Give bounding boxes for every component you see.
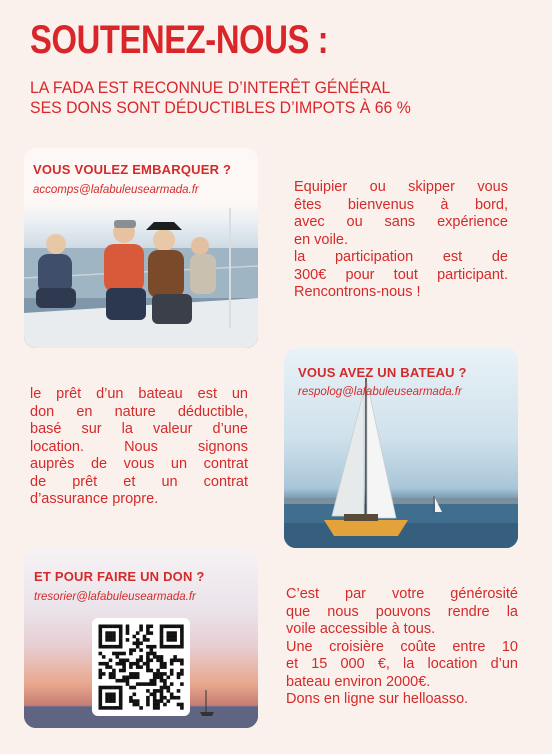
- embarquer-heading: VOUS VOULEZ EMBARQUER ?: [33, 162, 232, 177]
- bateau-email[interactable]: respolog@lafabuleusearmada.fr: [298, 386, 462, 398]
- bateau-card: [284, 348, 518, 548]
- embarquer-text-line: 300€ pour tout participant.: [294, 266, 508, 283]
- subtitle-line-2: SES DONS SONT DÉDUCTIBLES D’IMPOTS À 66 %: [30, 99, 411, 117]
- don-text-line: Dons en ligne sur helloasso.: [286, 691, 469, 707]
- embarquer-text-line: en voile.: [294, 231, 349, 248]
- don-email[interactable]: tresorier@lafabuleusearmada.fr: [34, 591, 196, 603]
- embarquer-card: [24, 148, 258, 348]
- don-text-line: C’est par votre générosité: [286, 586, 518, 602]
- don-text-line: et 15 000 €, la location d’un: [286, 656, 518, 672]
- don-text-line: voile accessible à tous.: [286, 621, 436, 637]
- bateau-text-line: basé sur la valeur d’une: [30, 421, 248, 437]
- sailing-crew-photo: [24, 148, 258, 348]
- embarquer-email[interactable]: accomps@lafabuleusearmada.fr: [33, 184, 199, 196]
- don-card: [24, 548, 258, 728]
- bateau-text-line: de prêt et un contrat: [30, 473, 248, 490]
- bateau-text-line: d’assurance propre.: [30, 491, 159, 507]
- embarquer-text-line: Rencontrons-nous !: [294, 284, 421, 300]
- don-text-line: bateau environ 2000€.: [286, 673, 431, 690]
- embarquer-text-line: Equipier ou skipper vous: [294, 179, 508, 195]
- qr-code[interactable]: [92, 618, 190, 716]
- bateau-text: [30, 386, 248, 509]
- bateau-text-line: don en nature déductible,: [30, 403, 248, 420]
- don-text-line: que nous pouvons rendre la: [286, 603, 518, 620]
- page-title: SOUTENEZ-NOUS :: [30, 18, 329, 62]
- subtitle: [30, 78, 411, 118]
- bateau-text-line: auprès de vous un contrat: [30, 456, 248, 472]
- bateau-text-line: le prêt d’un bateau est un: [30, 386, 248, 402]
- don-text: [286, 586, 518, 709]
- don-text-line: Une croisière coûte entre 10: [286, 638, 518, 655]
- embarquer-text-line: la participation est de: [294, 249, 508, 265]
- embarquer-text-line: êtes bienvenus à bord,: [294, 196, 508, 213]
- don-heading: ET POUR FAIRE UN DON ?: [34, 569, 205, 584]
- bateau-text-line: location. Nous signons: [30, 438, 248, 455]
- subtitle-line-1: LA FADA EST RECONNUE D’INTERÊT GÉNÉRAL: [30, 79, 391, 97]
- embarquer-text-line: avec ou sans expérience: [294, 214, 508, 230]
- bateau-heading: VOUS AVEZ UN BATEAU ?: [298, 365, 467, 380]
- embarquer-text: [294, 179, 508, 302]
